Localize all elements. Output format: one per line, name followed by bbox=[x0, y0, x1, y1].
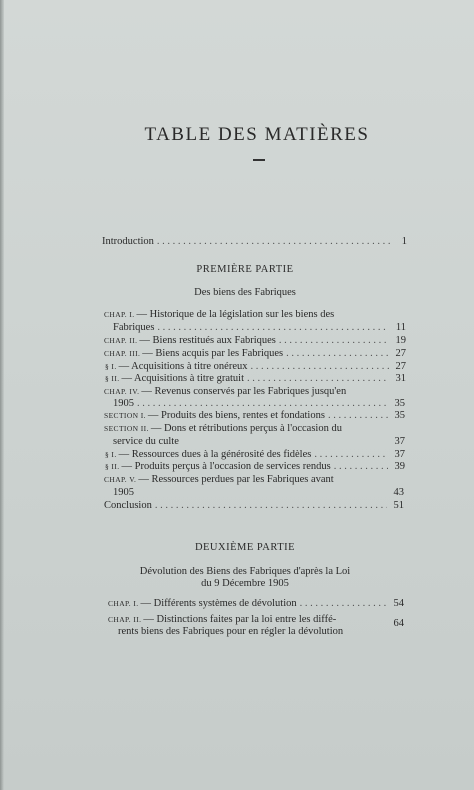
entry-prefix: CHAP. III. bbox=[104, 349, 141, 358]
toc-entry-section2-line1 bbox=[104, 423, 342, 434]
leader-dots bbox=[157, 322, 389, 333]
entry-prefix: § I. bbox=[105, 362, 117, 371]
entry-label: — Ressources dues à la générosité des fidèles bbox=[118, 449, 312, 460]
entry-prefix: SECTION II. bbox=[104, 424, 149, 433]
entry-prefix: § I. bbox=[105, 450, 117, 459]
toc-entry-conclusion bbox=[104, 500, 404, 511]
toc-entry-sec2 bbox=[105, 373, 406, 384]
toc-entry-chap4-line2 bbox=[113, 398, 405, 409]
entry-prefix: CHAP. IV. bbox=[104, 387, 140, 396]
toc-entry-chap5-line2 bbox=[113, 487, 404, 498]
toc-entry-chap2 bbox=[104, 335, 406, 346]
entry-label: — Biens restitués aux Fabriques bbox=[139, 335, 276, 346]
entry-prefix: CHAP. I. bbox=[104, 310, 135, 319]
toc-entry-chap1-line1 bbox=[104, 309, 334, 320]
entry-label: Introduction bbox=[102, 236, 154, 247]
leader-dots bbox=[328, 410, 388, 421]
entry-page: 51 bbox=[393, 500, 404, 511]
entry-label: — Dons et rétributions perçus à l'occasion du bbox=[150, 423, 342, 434]
entry-prefix: § II. bbox=[105, 462, 120, 471]
entry-label: — Distinctions faites par la loi entre les diffé- bbox=[143, 614, 337, 625]
part1-heading: PREMIÈRE PARTIE bbox=[196, 264, 294, 275]
entry-label: 1905 bbox=[113, 487, 134, 498]
leader-dots bbox=[300, 598, 387, 609]
entry-prefix: CHAP. II. bbox=[108, 615, 142, 624]
leader-dots bbox=[247, 373, 389, 384]
part2-subheading-line2: du 9 Décembre 1905 bbox=[201, 578, 289, 589]
toc-entry-sec4 bbox=[105, 461, 405, 472]
entry-page: 37 bbox=[394, 436, 405, 447]
entry-label: — Produits des biens, rentes et fondations bbox=[147, 410, 325, 421]
leader-dots bbox=[334, 461, 388, 472]
toc-entry-sec1 bbox=[105, 361, 406, 372]
entry-page: 35 bbox=[394, 410, 405, 421]
entry-label: — Produits perçus à l'occasion de services rendus bbox=[121, 461, 331, 472]
entry-label: — Acquisitions à titre onéreux bbox=[118, 361, 248, 372]
entry-page: 39 bbox=[394, 461, 405, 472]
part2-subheading-line1: Dévolution des Biens des Fabriques d'après la Loi bbox=[139, 566, 351, 577]
leader-dots bbox=[251, 361, 389, 372]
entry-page: 64 bbox=[393, 618, 404, 629]
entry-prefix: § II. bbox=[105, 374, 120, 383]
toc-entry-chap5-line1 bbox=[104, 474, 334, 485]
entry-prefix: CHAP. V. bbox=[104, 475, 137, 484]
toc-entry-introduction bbox=[102, 236, 407, 247]
entry-label: 1905 bbox=[113, 398, 134, 409]
part1-subheading: Des biens des Fabriques bbox=[194, 287, 296, 298]
entry-label: Fabriques bbox=[113, 322, 155, 333]
leader-dots bbox=[137, 398, 388, 409]
entry-label: — Ressources perdues par les Fabriques avant bbox=[138, 474, 334, 485]
entry-label: Conclusion bbox=[104, 500, 152, 511]
toc-entry-section2-line2 bbox=[113, 436, 405, 447]
part2-heading: DEUXIÈME PARTIE bbox=[194, 542, 296, 553]
entry-page: 37 bbox=[394, 449, 405, 460]
entry-page: 11 bbox=[395, 322, 406, 333]
leader-dots bbox=[279, 335, 389, 346]
entry-prefix: SECTION I. bbox=[104, 411, 146, 420]
entry-label: — Revenus conservés par les Fabriques jusqu'en bbox=[141, 386, 347, 397]
leader-dots bbox=[155, 500, 387, 511]
toc-entry-chap4-line1 bbox=[104, 386, 346, 397]
entry-label: — Différents systèmes de dévolution bbox=[140, 598, 297, 609]
entry-page: 19 bbox=[395, 335, 406, 346]
toc-entry-sec3 bbox=[105, 449, 405, 460]
entry-page: 35 bbox=[394, 398, 405, 409]
toc-entry-section1 bbox=[104, 410, 405, 421]
entry-label: — Historique de la législation sur les biens des bbox=[136, 309, 335, 320]
toc-entry-p2-chap1 bbox=[108, 598, 404, 609]
leader-dots bbox=[314, 449, 388, 460]
entry-page: 1 bbox=[401, 236, 407, 247]
entry-page: 27 bbox=[395, 348, 406, 359]
entry-label: rents biens des Fabriques pour en régler la dévolution bbox=[118, 626, 344, 637]
entry-prefix: CHAP. I. bbox=[108, 599, 139, 608]
toc-entry-chap3 bbox=[104, 348, 406, 359]
entry-page: 43 bbox=[393, 487, 404, 498]
page-edge bbox=[0, 0, 4, 790]
entry-page: 27 bbox=[395, 361, 406, 372]
entry-prefix: CHAP. II. bbox=[104, 336, 138, 345]
entry-page: 31 bbox=[395, 373, 406, 384]
toc-entry-p2-chap2-line1 bbox=[108, 614, 336, 625]
entry-page: 54 bbox=[393, 598, 404, 609]
title-rule bbox=[253, 159, 265, 161]
leader-dots bbox=[286, 348, 389, 359]
toc-entry-chap1-line2 bbox=[113, 322, 406, 333]
entry-label: — Acquisitions à titre gratuit bbox=[121, 373, 244, 384]
entry-label: — Biens acquis par les Fabriques bbox=[142, 348, 284, 359]
entry-label: service du culte bbox=[113, 436, 179, 447]
leader-dots bbox=[157, 236, 390, 247]
page-title: TABLE DES MATIÈRES bbox=[144, 124, 370, 145]
